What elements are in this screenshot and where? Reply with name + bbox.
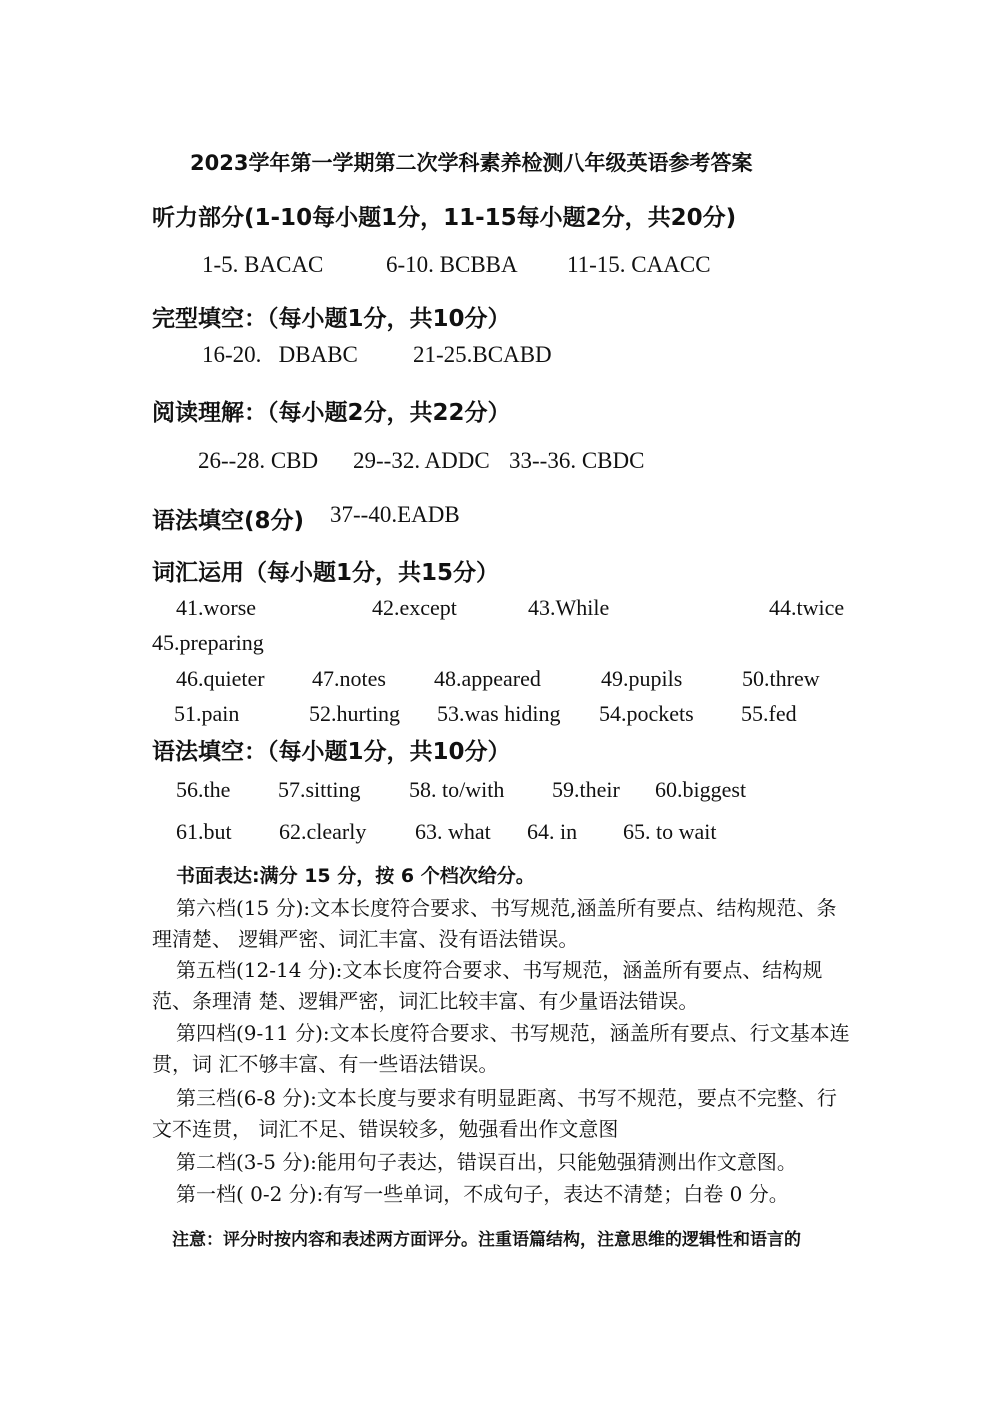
vocab-answer-43: 43.While xyxy=(528,595,610,620)
writing-level-4: 第四档(9-11 分):文本长度符合要求、书写规范，涵盖所有要点、行文基本连贯，词 汇不够丰富、有一些语法错误。 xyxy=(152,1021,850,1076)
grammar1-heading: 语法填空(8分) xyxy=(152,508,305,534)
grammar2-answer-64: 64. in xyxy=(527,819,578,844)
grammar2-answer-59: 59.their xyxy=(552,777,620,802)
vocab-answer-54: 54.pockets xyxy=(599,701,694,726)
grammar2-answer-65: 65. to wait xyxy=(623,819,717,844)
vocab-answer-51: 51.pain xyxy=(174,701,240,726)
writing-level-5: 第五档(12-14 分):文本长度符合要求、书写规范，涵盖所有要点、结构规范、条理清 楚、逻辑严密，词汇比较丰富、有少量语法错误。 xyxy=(152,958,823,1013)
grammar1-answer: 37--40.EADB xyxy=(330,502,460,527)
vocab-answer-46: 46.quieter xyxy=(176,666,265,691)
grammar2-answer-58: 58. to/with xyxy=(409,777,505,802)
grammar2-heading: 语法填空：（每小题1分，共10分） xyxy=(152,739,511,765)
writing-heading: 书面表达:满分 15 分，按 6 个档次给分。 xyxy=(176,865,535,887)
grammar2-answer-60: 60.biggest xyxy=(655,777,747,802)
writing-level-6: 第六档(15 分):文本长度符合要求、书写规范,涵盖所有要点、结构规范、条理清楚、 逻辑严密、词汇丰富、没有语法错误。 xyxy=(152,896,837,951)
grammar2-answer-57: 57.sitting xyxy=(278,777,361,802)
vocab-answer-41: 41.worse xyxy=(176,595,257,620)
listening-answer-1: 1-5. BACAC xyxy=(202,252,324,277)
cloze-heading: 完型填空：（每小题1分，共10分） xyxy=(152,306,511,332)
vocab-answer-53: 53.was hiding xyxy=(437,701,561,726)
vocab-heading: 词汇运用（每小题1分，共15分） xyxy=(152,560,500,586)
reading-heading: 阅读理解：（每小题2分，共22分） xyxy=(152,400,511,426)
grammar2-answer-63: 63. what xyxy=(415,819,491,844)
grammar2-answer-62: 62.clearly xyxy=(279,819,367,844)
reading-answer-2: 29--32. ADDC xyxy=(353,448,490,473)
vocab-answer-45: 45.preparing xyxy=(152,630,264,655)
vocab-answer-44: 44.twice xyxy=(769,595,845,620)
scoring-note: 注意：评分时按内容和表述两方面评分。注重语篇结构，注意思维的逻辑性和语言的 xyxy=(172,1230,801,1250)
vocab-answer-48: 48.appeared xyxy=(434,666,541,691)
vocab-answer-49: 49.pupils xyxy=(601,666,683,691)
reading-answer-3: 33--36. CBDC xyxy=(509,448,645,473)
writing-level-2: 第二档(3-5 分):能用句子表达，错误百出，只能勉强猜测出作文意图。 xyxy=(176,1150,797,1174)
reading-answer-1: 26--28. CBD xyxy=(198,448,319,473)
writing-level-3: 第三档(6-8 分):文本长度与要求有明显距离、书写不规范，要点不完整、行文不连贯， 词汇不足、错误较多，勉强看出作文意图 xyxy=(152,1086,837,1141)
cloze-answer-1: 16-20. DBABC xyxy=(202,342,358,367)
grammar2-answer-61: 61.but xyxy=(176,819,232,844)
vocab-answer-47: 47.notes xyxy=(312,666,386,691)
cloze-answer-2: 21-25.BCABD xyxy=(413,342,552,367)
vocab-answer-55: 55.fed xyxy=(741,701,797,726)
page-title: 2023学年第一学期第二次学科素养检测八年级英语参考答案 xyxy=(190,151,753,175)
vocab-answer-50: 50.threw xyxy=(742,666,820,691)
listening-heading: 听力部分(1-10每小题1分，11-15每小题2分，共20分) xyxy=(152,205,737,231)
grammar2-answer-56: 56.the xyxy=(176,777,231,802)
vocab-answer-42: 42.except xyxy=(372,595,457,620)
listening-answer-3: 11-15. CAACC xyxy=(567,252,711,277)
writing-level-1: 第一档( 0-2 分):有写一些单词，不成句子，表达不清楚；白卷 0 分。 xyxy=(176,1182,789,1206)
listening-answer-2: 6-10. BCBBA xyxy=(386,252,518,277)
vocab-answer-52: 52.hurting xyxy=(309,701,401,726)
